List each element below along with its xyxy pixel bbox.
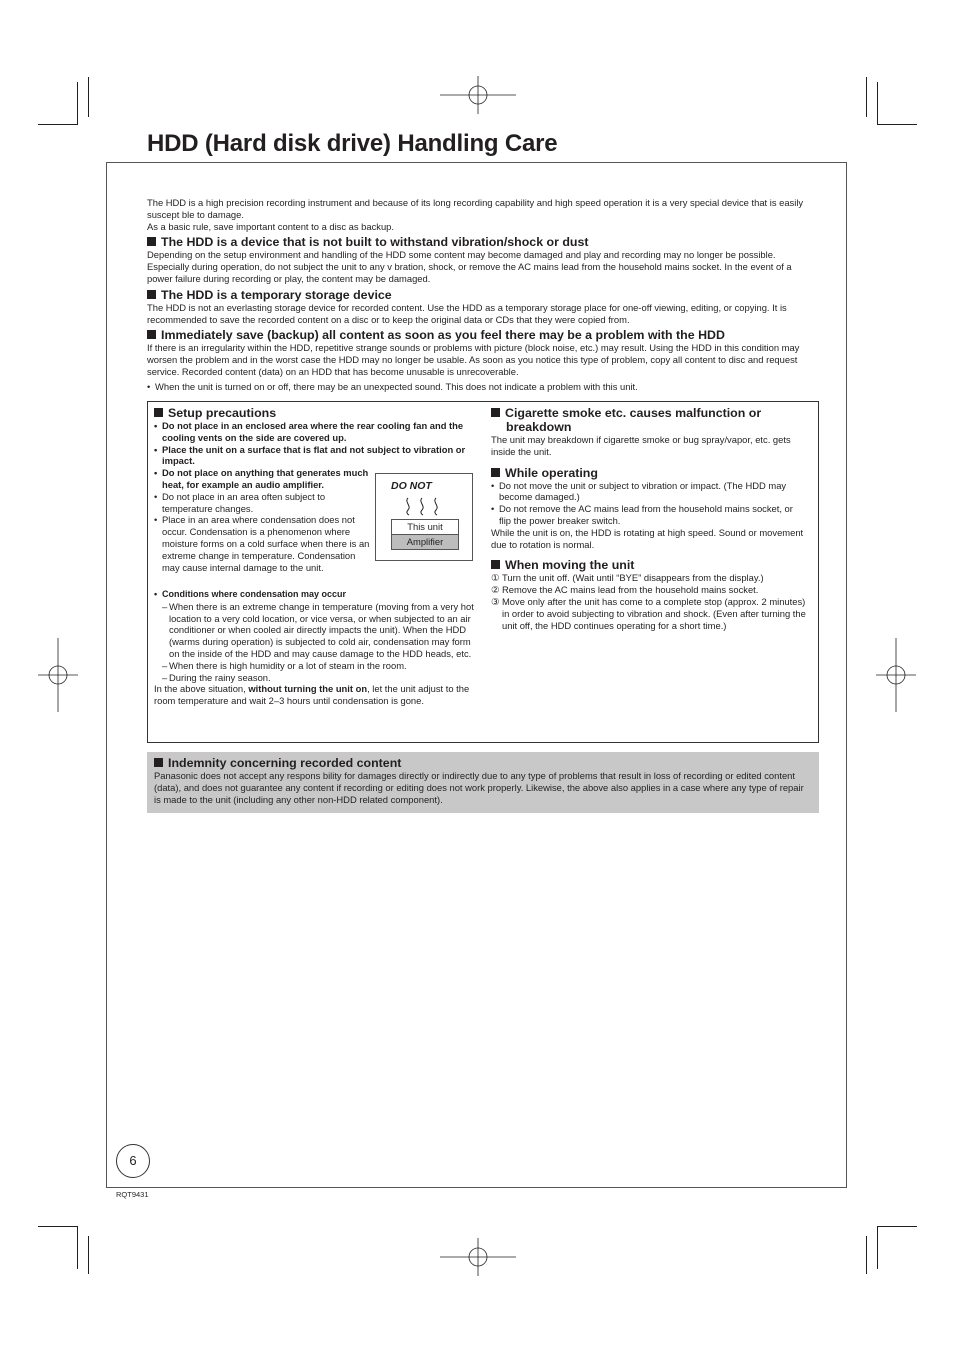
this-unit-box: This unit: [391, 519, 459, 535]
indemnity-body: Panasonic does not accept any respons bility for damages directly or indirectly due to any type of problems that result in loss of recording or edited content (data), and does not guarantee any content if recording or editing does not work properly. Likewise, the above also applies in a case where any type of repair is made to the unit (including any other non-HDD related component).: [154, 770, 804, 805]
setup-item: • Do not place in an area often subject to temperature changes.: [154, 491, 367, 515]
heat-waves-icon: [404, 496, 448, 516]
indemnity-heading: Indemnity concerning recorded content: [154, 756, 809, 770]
registration-mark-bottom: [440, 1238, 516, 1276]
do-not-label: DO NOT: [391, 480, 432, 492]
section-heading-temporary: The HDD is a temporary storage device: [147, 288, 818, 302]
note-unexpected-sound: • When the unit is turned on or off, there may be an unexpected sound. This does not indicate a problem with this unit.: [147, 381, 818, 393]
section-body-vibration: Depending on the setup environment and handling of the HDD some content may become damaged and play and recording may no longer be possible. Especially during operation, do not subject the unit to any v bration, shock, or remove the AC mains lead from the household mains socket. In the event of a power failure during recording or play, the content may be damaged.: [147, 249, 792, 284]
operating-body: While the unit is on, the HDD is rotating at high speed. Sound or movement due to rotation is normal.: [491, 526, 804, 550]
setup-item: • Place the unit on a surface that is flat and not subject to vibration or impact.: [154, 444, 476, 468]
square-bullet-icon: [147, 290, 156, 299]
moving-heading: When moving the unit: [491, 558, 807, 572]
cigarette-heading: Cigarette smoke etc. causes malfunction or breakdown: [491, 406, 807, 434]
intro-text-2: As a basic rule, save important content to a disc as backup.: [147, 220, 395, 232]
square-bullet-icon: [154, 758, 163, 767]
condensation-heading: • Conditions where condensation may occur: [154, 589, 476, 601]
section-body-backup: If there is an irregularity within the HDD, repetitive strange sounds or problems with picture (block noise, etc.) may result. Using the HDD in this condition may worsen the problem and in the worst case the HDD may no longer be usable. As soon as you notice this type of problem, copy all content to disc and request service. Recorded content (data) on an HDD that has become unusable is unrecoverable.: [147, 342, 800, 377]
square-bullet-icon: [147, 237, 156, 246]
section-body-temporary: The HDD is not an everlasting storage device for recorded content. Use the HDD as a temporary storage place for one-off viewing, editing, or copying. It is recommended to save the recorded content on a disc or to keep the original data or CDs that they were copied from.: [147, 301, 787, 325]
moving-step: ② Remove the AC mains lead from the household mains socket.: [491, 584, 759, 596]
section-heading-vibration: The HDD is a device that is not built to withstand vibration/shock or dust: [147, 235, 818, 249]
page-number: 6: [116, 1144, 150, 1178]
intro-text: The HDD is a high precision recording instrument and because of its long recording capability and high speed operation it is a very special device that is easily suscept ble to damage.: [147, 197, 804, 220]
condensation-item: – When there is an extreme change in temperature (moving from a very hot location to a very cold location, or vice versa, or when subjected to an air conditioner or when cooled air directly impacts the unit). When the HDD (warms during operation) is subjected to cold air, condensation may form on the inside of the HDD and may cause damage to the HDD heads, etc.: [154, 601, 476, 660]
right-column: [491, 406, 807, 631]
do-not-illustration: [375, 473, 473, 561]
moving-step: ① Turn the unit off. (Wait until “BYE” disappears from the display.): [491, 572, 764, 584]
setup-heading: Setup precautions: [154, 406, 476, 420]
setup-item-condensation: • Place in an area where condensation does not occur. Condensation is a phenomenon where moisture forms on a cold surface when there is an extreme change in temperature. Condensation may cause internal damage to the unit.: [154, 514, 372, 573]
square-bullet-icon: [154, 408, 163, 417]
square-bullet-icon: [491, 560, 500, 569]
registration-mark-right: [876, 638, 916, 712]
operating-heading: While operating: [491, 466, 807, 480]
operating-item: • Do not move the unit or subject to vibration or impact. (The HDD may become damaged.): [491, 480, 807, 504]
section-heading-backup: Immediately save (backup) all content as soon as you feel there may be a problem with the HDD: [147, 328, 818, 342]
operating-item: • Do not remove the AC mains lead from the household mains socket, or flip the power breaker switch.: [491, 503, 807, 527]
setup-item: • Do not place on anything that generates much heat, for example an audio amplifier.: [154, 467, 372, 491]
square-bullet-icon: [491, 468, 500, 477]
square-bullet-icon: [491, 408, 500, 417]
condensation-item: – During the rainy season.: [154, 672, 476, 684]
condensation-conditions: [154, 589, 476, 707]
condensation-item: – When there is high humidity or a lot of steam in the room.: [154, 660, 476, 672]
main-content: [147, 197, 818, 393]
registration-mark-top: [440, 76, 516, 114]
indemnity-box: [147, 752, 819, 813]
document-code: RQT9431: [116, 1190, 149, 1199]
page-title: HDD (Hard disk drive) Handling Care: [147, 130, 558, 157]
square-bullet-icon: [147, 330, 156, 339]
registration-mark-left: [38, 638, 78, 712]
setup-item: • Do not place in an enclosed area where the rear cooling fan and the cooling vents on the side are covered up.: [154, 420, 476, 444]
amplifier-box: Amplifier: [391, 534, 459, 550]
moving-step: ③ Move only after the unit has come to a complete stop (approx. 2 minutes) in order to avoid subjecting to vibration and shock. (Even after turning the unit off, the HDD continues operating for a short time.): [491, 595, 806, 631]
cigarette-body: The unit may breakdown if cigarette smoke or bug spray/vapor, etc. gets inside the unit.: [491, 434, 791, 457]
condensation-closing: In the above situation, without turning the unit on, let the unit adjust to the room temperature and wait 2–3 hours until condensation is gone.: [154, 683, 470, 707]
